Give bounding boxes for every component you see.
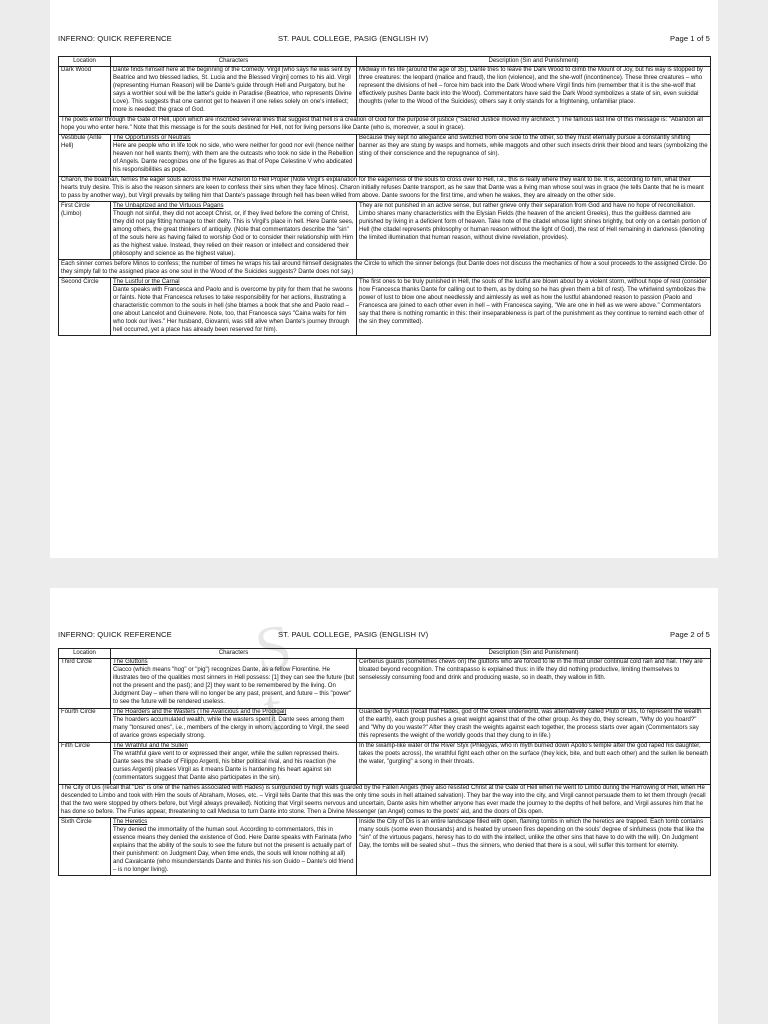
table-row [59,658,711,708]
characters-text: The wrathful gave vent to or expressed their anger, while the sullen repressed theirs. Dante sees the shade of Filippo Argenti, his bitter political rival, and his reaction (he curses Argenti) pleases Virgil as it means Dante is hardening his heart against sin (commentators suggest that Dante also participates in the sin). [113,751,340,782]
characters-cell [111,202,357,260]
column-header-description: Description (Sin and Punishment) [357,649,711,659]
reference-table [58,56,711,336]
characters-text: Dante speaks with Francesca and Paolo and is overcome by pity for them that he swoons or faints. Note that Francesca refuses to take responsibility for her actions, illustrating a characteristic common to the souls in hell (she blames a book that she and Paolo read – one about Lancelot and Guinevere. Note, too, that Francesca says "Caina waits for him who took our lives." Her husband, Giovanni, was still alive when Dante's journey through hell occurred, yet a place has already been reserved for him). [113,286,353,333]
header-page-number: Page 1 of 5 [670,34,710,43]
location-cell: First Circle (Limbo) [59,202,111,260]
column-header-location: Location [59,649,111,659]
characters-text: Ciacco (which means "hog" or "pig") recognizes Dante, as a fellow Florentine. He illustrates two of the qualities most sinners in Hell possess: [1] they can see the future (but not the present and the past); and [2] they want to be remembered by the living. On Judgment Day – when there will no longer be any past, present, and future – this "power" to see the future will be rendered useless. [113,667,354,706]
transition-text: The City of Dis (recall that "Dis" is one of the names associated with Hades) is surrounded by high walls guarded by the Fallen Angels (they also resisted Christ at the Gate of Hell when he went to Limbo during the Harrowing of Hell, when He descended to Limbo and took with Him the souls of Abraham, Moses, etc. – Virgil tells Dante that this was the only time souls in hell attained salvation). They bar the way into the city, and Virgil cannot persuade them to let them through (recall that the two were stopped by others before, but Virgil always prevailed). Noticing that Virgil seems nervous and uncertain, Dante asks him whether anyone has ever made the journey to the depths of hell before, and Virgil assures him that he has done so before. The Furies appear, threatening to call Medusa to turn Dante into stone. Then a Divine Messenger (an Angel) comes to the poets' aid, and the doors of Dis open. [59,784,711,818]
characters-text: They denied the immortality of the human soul. According to commentators, this in essence means they denied the existence of God. Here Dante speaks with Farinata (who explains that the ability of the souls to see the future but not the present is actually part of their punishment: on Judgment Day, when time ends, the souls will know nothing at all) and Cavalcante (who misunderstands Dante and thinks his son Guido – Dante's old friend – is no longer living). [113,826,354,873]
document-page-2 [50,588,718,1024]
location-cell: Fourth Circle [59,708,111,742]
characters-text: Here are people who in life took no side, who were neither for good nor evil (hence neither heaven nor hell wants them); with them are the outcasts who took no side in the Rebellion of Angels. Dante recognizes one of the figures as that of Pope Celestine V who abdicated his responsibilities as pope. [113,143,355,174]
characters-cell [111,134,357,176]
description-cell: They are not punished in an active sense, but rather grieve only their separation from God and have no hope of reconciliation. Limbo shares many characteristics with the Elysian Fields (the heaven of the ancient Greeks), thus the guiltless damned are punished by living in a deficient form of heaven. Take note of the citadel whose light shines brightly, but only on a certain portion of Hell (the citadel represents philosophy or human reason without the light of God), the rest of Hell remaining in darkness (denoting the limited illumination that human reason, without divine revelation, provides). [357,202,711,260]
transition-text: The poets enter through the Gate of Hell, upon which are inscribed several lines that suggest that hell is a creation of God for the purpose of justice ("Sacred Justice moved my architect.") The famous last line of this message is: "Abandon all hope you who enter here." Note that this message is for the souls destined for Hell, not for living persons like Dante (who is, moreover, a soul in grace). [59,116,711,134]
header-title: INFERNO: QUICK REFERENCE [58,34,172,43]
location-cell: Vestibule (Ante Hell) [59,134,111,176]
characters-cell [111,66,357,116]
description-cell: Guarded by Plutus (recall that Hades, god of the Greek underworld, was alternatively called Pluto or Dis, to represent the wealth of the earth), each group pushes a great weight against that of the other group. As they do, they scream, "Why do you hoard?" and "Why do you waste?" After they crash the weights against each together, the process starts over again (Commentators say this represents the weight of the worldly goods that they clung to in life.) [357,708,711,742]
header-title: INFERNO: QUICK REFERENCE [58,630,172,639]
characters-cell [111,708,357,742]
transition-text: Charon, the boatman, ferries the eager souls across the River Acheron to Hell Proper (Note Virgil's explanation for the eagerness of the souls to cross over to Hell, i.e., this is really where they want to be. It is, according to him, what their hearts truly desire. This is also the reason sinners are keen to confess their sins when they face Minos). Charon initially refuses Dante transport, as he saw that Dante was a living man whose soul was in grace (he tells Dante that he is meant to pass by another way), but Virgil prevails by telling him that Dante's passage through hell has been willed from above. Dante swoons for the first time, and when he wakes, they are already on the other side. [59,176,711,202]
table-header-row [59,57,711,67]
description-cell: The first ones to be truly punished in Hell, the souls of the lustful are blown about by a violent storm, without hope of rest (consider how Francesca thanks Dante for calling out to them, as by doing so he has given them a bit of rest). The whirlwind symbolizes the power of lust to blow one about needlessly and aimlessly as well as how the lustful abandoned reason to passion (Paolo and Francesca are joined to each other even in hell – with Francesca saying, "We are one in hell as we were above." Commentators say that there is nothing romantic in this: their inseparableness is part of the punishment as they continue to remind each other of the sin they committed). [357,278,711,336]
header-page-number: Page 2 of 5 [670,630,710,639]
location-cell: Fifth Circle [59,742,111,784]
sinner-category: The Gluttons [113,659,148,666]
sinner-category: The Opportunists or Neutrals [113,135,191,142]
description-cell: Midway in his life (around the age of 35), Dante tries to leave the Dark Wood to climb the Mount of Joy, but his way is stopped by three creatures: the leopard (malice and fraud), the lion (violence), and the she-wolf (incontinence). These three creatures – who represent the divisions of hell – force him back into the Dark Wood where Virgil finds him (remember that it is the she-wolf that effectively pushes Dante back into the Wood). Commentators have said the Dark Wood symbolizes a state of sin, even suicidal thoughts (refer to the Wood of the Suicides); others say it only stands for a frightening, unfamiliar place. [357,66,711,116]
characters-cell [111,818,357,876]
table-row [59,278,711,336]
column-header-location: Location [59,57,111,67]
transition-row [59,176,711,202]
watermark: S t . [250,610,296,806]
location-cell: Third Circle [59,658,111,708]
sinner-category: The Heretics [113,818,148,825]
table-row [59,66,711,116]
location-cell: Sixth Circle [59,818,111,876]
characters-cell [111,278,357,336]
reference-table [58,648,711,876]
document-page-1 [50,0,718,558]
table-row [59,742,711,784]
table-header-row [59,649,711,659]
characters-text: The hoarders accumulated wealth, while the wasters spent it. Dante sees among them many "tonsured ones", i.e., members of the clergy in whom, according to Virgil, the seed of avarice grows especially strong. [113,717,349,740]
characters-text: Though not sinful, they did not accept Christ, or, if they lived before the coming of Christ, they did not pay fitting homage to their deity. This is Virgil's place in hell. Here Dante sees, among others, the great thinkers of antiquity. (Note that commentators describe the "sin" of the souls here as having failed to worship God or to consider their relationship with Him as the highest value. Instead, they relied on their reason or intellect and considered their philosophy and science as the highest value). [113,210,354,257]
characters-text: Dante finds himself here at the beginning of the Comedy. Virgil [who says he was sent by Beatrice and two blessed ladies, St. Lucia and the Blessed Virgin] comes to his aid. Virgil (representing Human Reason) will be Dante's guide through Hell and Purgatory, but he says a worthier soul will be the latter's guide in Paradise (Beatrice, who represents Divine Love). This suggests that one cannot get to heaven if one relies solely on one's intellect; more is needed: the grace of God. [113,67,352,114]
table-row [59,708,711,742]
location-cell: Dark Wood [59,66,111,116]
header-school: ST. PAUL COLLEGE, PASIG (ENGLISH IV) [278,34,429,43]
description-cell: Inside the City of Dis is an entire landscape filled with open, flaming tombs in which the heretics are trapped. Each tomb contains many souls (some even thousands) and is heated by unseen fires depending on the souls' degree of sinfulness (note that like the "sin" of the virtuous pagans, heresy has to do with the intellect, unlike the other sins that have to do with the will). On Judgment Day, the tombs will be sealed shut – thus the sinners, who denied that there is a soul, will suffer this torment for eternity. [357,818,711,876]
transition-row [59,260,711,278]
table-row [59,818,711,876]
description-cell: Because they kept no allegiance and switched from one side to the other, so they must eternally pursue a constantly shifting banner as they are stung by wasps and hornets, while maggots and other such insects drink their blood and tears (symbolizing the sting of their conscience and the repugnance of sin). [357,134,711,176]
sinner-category: The Unbaptized and the Virtuous Pagans [113,202,224,209]
table-row [59,134,711,176]
sinner-category: The Lustful or the Carnal [113,278,180,285]
characters-cell [111,742,357,784]
location-cell: Second Circle [59,278,111,336]
header-school: ST. PAUL COLLEGE, PASIG (ENGLISH IV) [278,630,429,639]
description-cell: Cerberus guards (sometimes chews on) the gluttons who are forced to lie in the mud under continual cold rain and hail. They are bloated beyond recognition. The contrapasso is explained thus: in life they did nothing productive, limiting themselves to senselessly consuming food and drink and producing waste, so in death, they wallow in filth. [357,658,711,708]
column-header-characters: Characters [111,649,357,659]
sinner-category: The Hoarders and the Wasters (The Avaricious and the Prodigal) [113,709,287,716]
column-header-characters: Characters [111,57,357,67]
description-cell: In the swamp-like water of the River Styx (Phlegyas, who in myth burned down Apollo's temple after the god raped his daughter, takes the poets across), the wrathful fight each other on the surface (they kick, bite, and butt each other) and the sullen lie beneath the water, "gurgling" a song in their throats. [357,742,711,784]
page-header [58,34,710,48]
sinner-category: The Wrathful and the Sullen [113,743,188,750]
transition-row [59,116,711,134]
table-row [59,202,711,260]
column-header-description: Description (Sin and Punishment) [357,57,711,67]
characters-cell [111,658,357,708]
transition-row [59,784,711,818]
page-header [58,630,710,644]
transition-text: Each sinner comes before Minos to confess; the number of times he wraps his tail around himself designates the Circle to which the sinner belongs (but Dante does not discuss the mechanics of how a soul proceeds to the assigned Circle. Do they simply fall to the assigned place as one soul in the Wood of the Suicides suggests? Dante does not say.) [59,260,711,278]
